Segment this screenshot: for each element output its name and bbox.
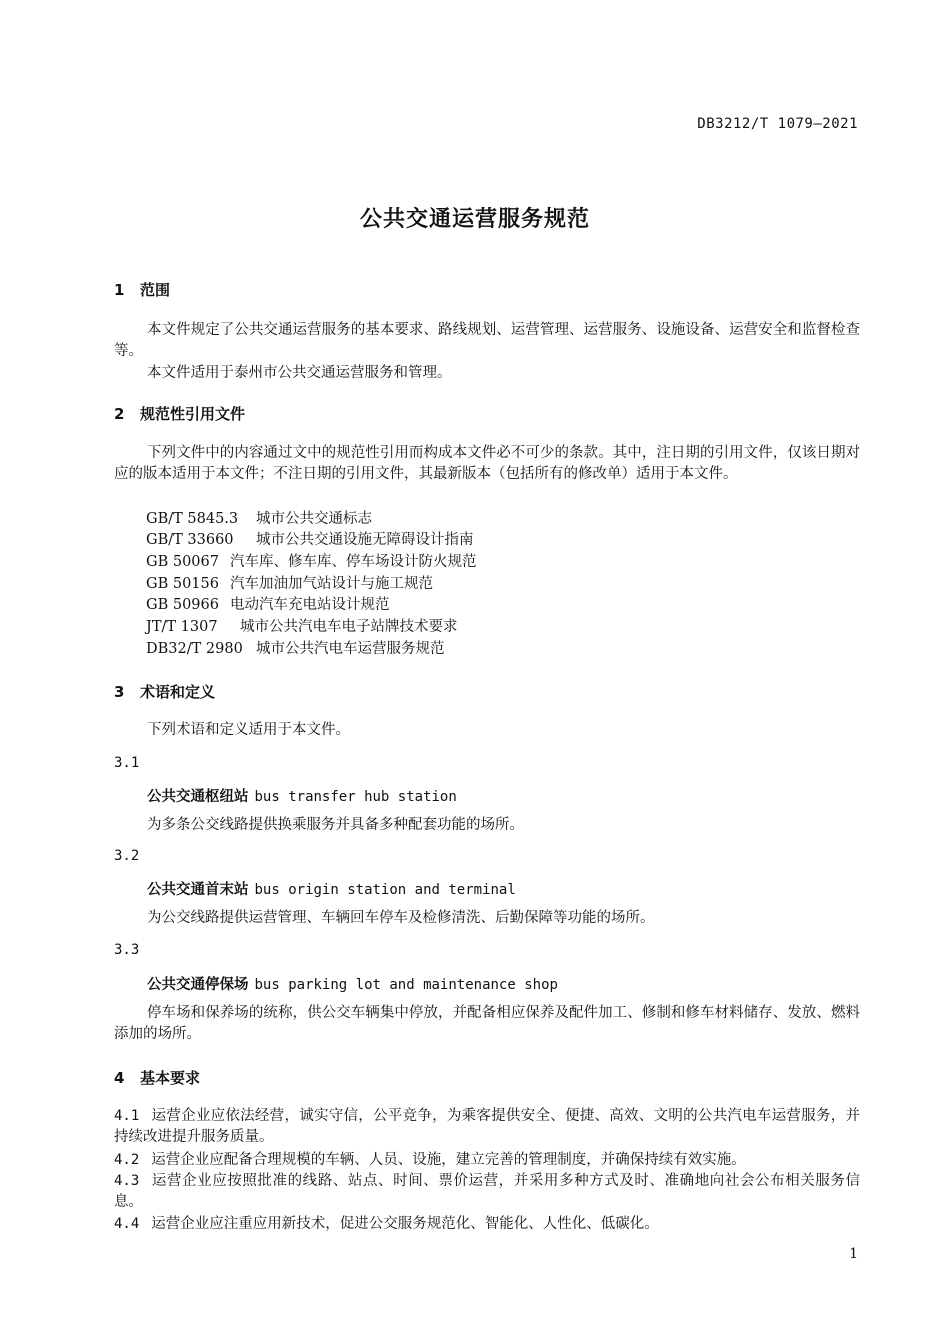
section-2-intro: 下列文件中的内容通过文中的规范性引用而构成本文件必不可少的条款。其中，注日期的引用文件，仅该日期对应的版本适用于本文件；不注日期的引用文件，其最新版本（包括所有的修改单）适用于本文件。 bbox=[114, 445, 860, 482]
clause-number: 4.2 bbox=[114, 1152, 140, 1168]
reference-name: 电动汽车充电站设计规范 bbox=[230, 597, 390, 613]
term-chinese: 公共交通首末站 bbox=[147, 882, 249, 898]
reference-name: 城市公共汽电车电子站牌技术要求 bbox=[240, 619, 458, 635]
clause-number: 4.1 bbox=[114, 1108, 140, 1124]
reference-item bbox=[146, 574, 433, 595]
section-1-paragraph-1: 本文件规定了公共交通运营服务的基本要求、路线规划、运营管理、运营服务、设施设备、运营安全和监督检查等。 bbox=[114, 322, 860, 359]
clause-text: 运营企业应配备合理规模的车辆、人员、设施，建立完善的管理制度，并确保持续有效实施。 bbox=[151, 1152, 746, 1168]
clause-4-2 bbox=[114, 1150, 860, 1171]
section-number: 2 bbox=[114, 405, 125, 423]
reference-code: JT/T 1307 bbox=[146, 619, 218, 635]
reference-code: GB 50966 bbox=[146, 597, 219, 613]
term-definition: 停车场和保养场的统称，供公交车辆集中停放，并配备相应保养及配件加工、修制和修车材料储存、发放、燃料添加的场所。 bbox=[114, 1005, 860, 1042]
term-heading bbox=[147, 878, 516, 899]
page-number: 1 bbox=[849, 1246, 858, 1262]
term-number: 3.2 bbox=[114, 848, 140, 864]
section-number: 3 bbox=[114, 683, 125, 701]
term-definition: 为多条公交线路提供换乘服务并具备多种配套功能的场所。 bbox=[147, 817, 524, 833]
reference-name: 汽车库、修车库、停车场设计防火规范 bbox=[230, 554, 477, 570]
reference-name: 城市公共汽电车运营服务规范 bbox=[256, 641, 445, 657]
term-number: 3.1 bbox=[114, 755, 140, 771]
section-number: 4 bbox=[114, 1069, 125, 1087]
reference-code: GB/T 5845.3 bbox=[146, 511, 239, 527]
reference-code: GB 50067 bbox=[146, 554, 219, 570]
section-4-heading bbox=[114, 1067, 200, 1088]
clause-4-4 bbox=[114, 1214, 860, 1235]
clause-number: 4.4 bbox=[114, 1216, 140, 1232]
section-3-intro: 下列术语和定义适用于本文件。 bbox=[147, 722, 350, 738]
section-1-heading bbox=[114, 279, 170, 300]
clause-text: 运营企业应按照批准的线路、站点、时间、票价运营，并采用多种方式及时、准确地向社会公布相关服务信息。 bbox=[114, 1173, 860, 1210]
clause-text: 运营企业应依法经营，诚实守信，公平竞争，为乘客提供安全、便捷、高效、文明的公共汽电车运营服务，并持续改进提升服务质量。 bbox=[114, 1108, 860, 1145]
term-english: bus transfer hub station bbox=[254, 789, 457, 805]
section-number: 1 bbox=[114, 281, 125, 299]
section-title: 基本要求 bbox=[140, 1069, 201, 1087]
reference-name: 城市公共交通标志 bbox=[256, 511, 372, 527]
term-chinese: 公共交通停保场 bbox=[147, 977, 249, 993]
reference-item bbox=[146, 617, 458, 638]
section-2-heading bbox=[114, 403, 245, 424]
clause-4-3 bbox=[114, 1171, 860, 1213]
clause-text: 运营企业应注重应用新技术，促进公交服务规范化、智能化、人性化、低碳化。 bbox=[151, 1216, 659, 1232]
reference-item bbox=[146, 595, 390, 616]
term-english: bus origin station and terminal bbox=[254, 882, 516, 898]
section-title: 范围 bbox=[140, 281, 171, 299]
term-heading bbox=[147, 785, 457, 806]
section-3-heading bbox=[114, 681, 215, 702]
term-chinese: 公共交通枢纽站 bbox=[147, 789, 249, 805]
term-heading bbox=[147, 973, 558, 994]
term-english: bus parking lot and maintenance shop bbox=[254, 977, 558, 993]
clause-4-1 bbox=[114, 1106, 860, 1148]
reference-item bbox=[146, 639, 445, 660]
reference-name: 城市公共交通设施无障碍设计指南 bbox=[256, 532, 474, 548]
reference-code: GB/T 33660 bbox=[146, 532, 234, 548]
clause-number: 4.3 bbox=[114, 1173, 140, 1189]
reference-item bbox=[146, 530, 474, 551]
section-title: 规范性引用文件 bbox=[140, 405, 246, 423]
reference-name: 汽车加油加气站设计与施工规范 bbox=[230, 576, 433, 592]
section-title: 术语和定义 bbox=[140, 683, 216, 701]
reference-code: GB 50156 bbox=[146, 576, 219, 592]
section-1-paragraph-2: 本文件适用于泰州市公共交通运营服务和管理。 bbox=[147, 365, 452, 381]
reference-code: DB32/T 2980 bbox=[146, 641, 243, 657]
document-title: 公共交通运营服务规范 bbox=[359, 207, 590, 232]
term-definition: 为公交线路提供运营管理、车辆回车停车及检修清洗、后勤保障等功能的场所。 bbox=[147, 910, 655, 926]
standard-code: DB3212/T 1079—2021 bbox=[697, 116, 858, 132]
term-number: 3.3 bbox=[114, 942, 140, 958]
reference-item bbox=[146, 509, 372, 530]
reference-item bbox=[146, 552, 477, 573]
